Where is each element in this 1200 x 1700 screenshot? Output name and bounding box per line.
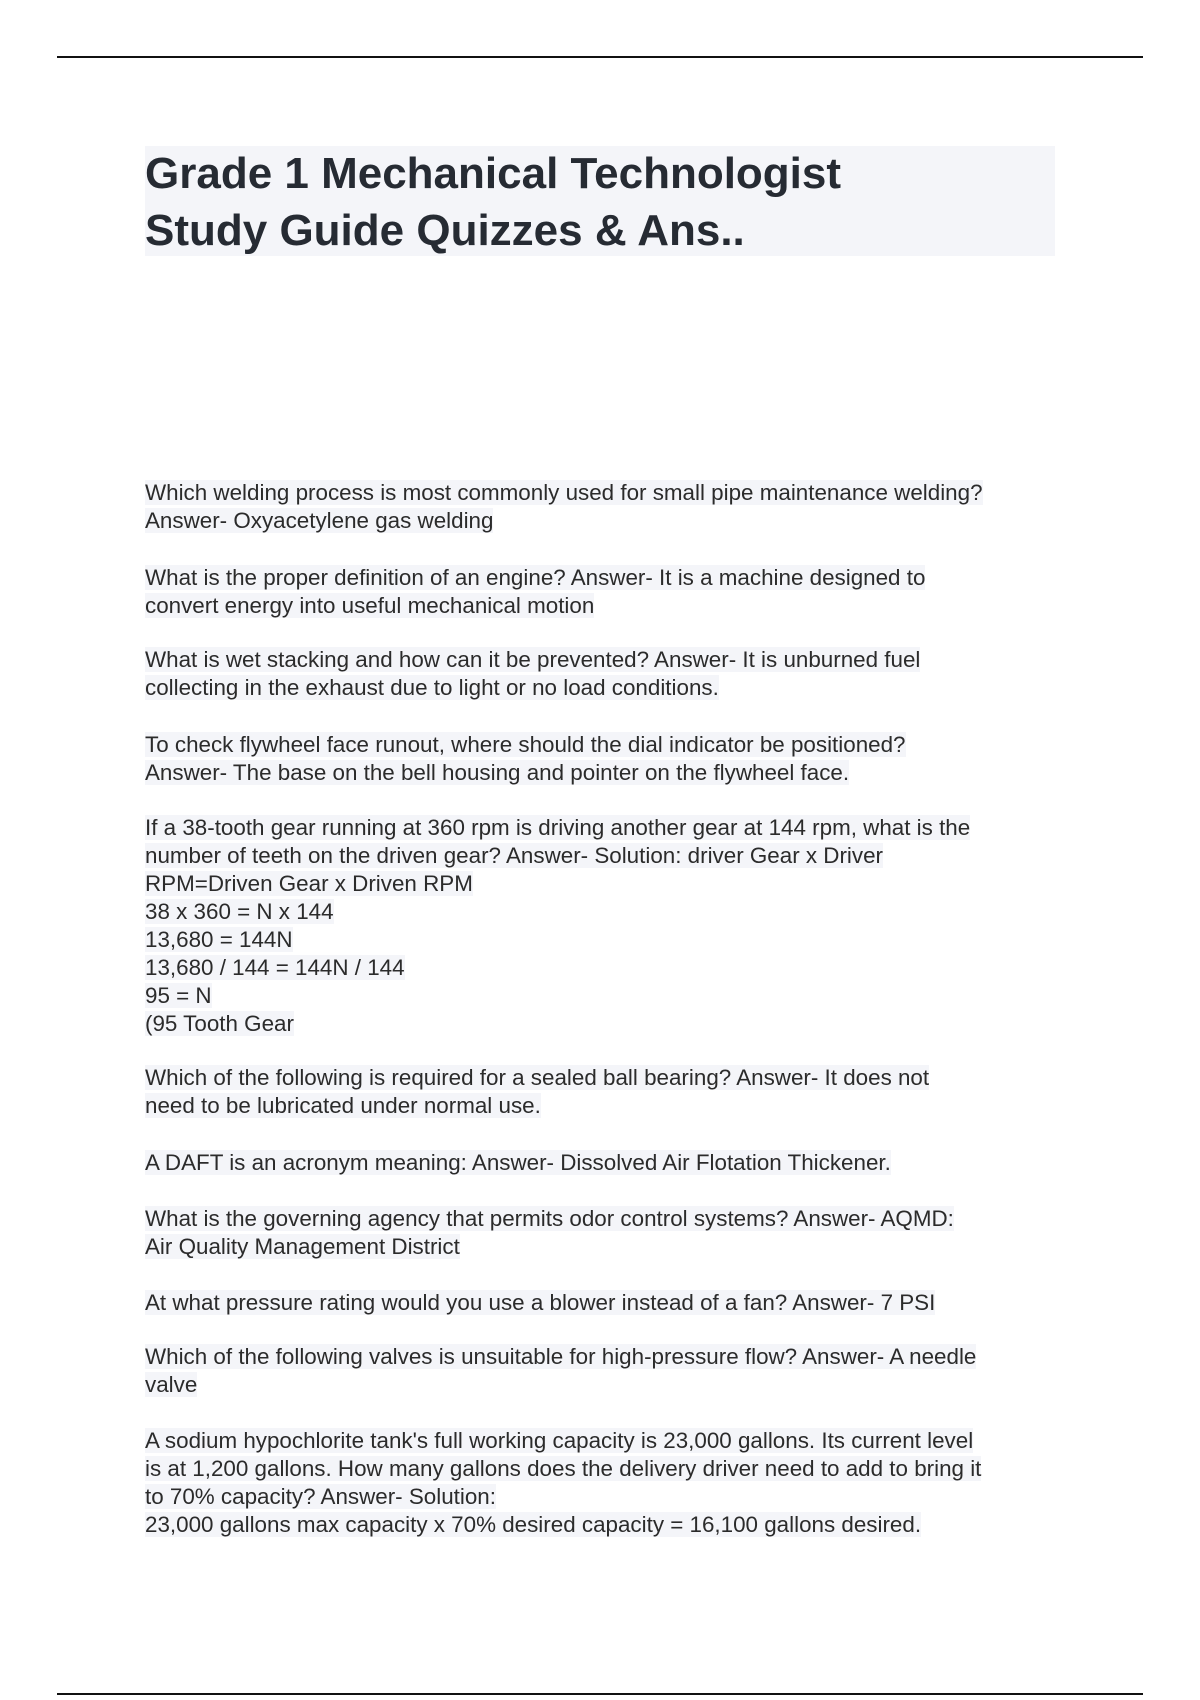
qa-item-8 xyxy=(145,1205,1065,1261)
qa-item-10 xyxy=(145,1343,1065,1399)
qa-line: Air Quality Management District xyxy=(145,1234,460,1259)
qa-line: convert energy into useful mechanical motion xyxy=(145,593,595,618)
qa-line: collecting in the exhaust due to light or no load conditions. xyxy=(145,675,719,700)
qa-line: Which welding process is most commonly used for small pipe maintenance welding? xyxy=(145,480,983,505)
qa-line: Which of the following is required for a sealed ball bearing? Answer- It does not xyxy=(145,1065,930,1090)
qa-line: Answer- The base on the bell housing and pointer on the flywheel face. xyxy=(145,760,850,785)
qa-line: At what pressure rating would you use a blower instead of a fan? Answer- 7 PSI xyxy=(145,1290,936,1315)
qa-item-9 xyxy=(145,1289,1065,1317)
qa-line: Answer- Oxyacetylene gas welding xyxy=(145,508,494,533)
qa-line: valve xyxy=(145,1372,198,1397)
page-title-line-1: Grade 1 Mechanical Technologist xyxy=(145,149,842,198)
qa-line: number of teeth on the driven gear? Answer- Solution: driver Gear x Driver xyxy=(145,843,884,868)
qa-line: Which of the following valves is unsuitable for high-pressure flow? Answer- A needle xyxy=(145,1344,977,1369)
title-block xyxy=(145,146,1055,256)
qa-item-1 xyxy=(145,479,1065,535)
qa-line: RPM=Driven Gear x Driven RPM xyxy=(145,871,473,896)
bottom-rule xyxy=(57,1693,1143,1695)
page-title-line-2: Study Guide Quizzes & Ans.. xyxy=(145,206,745,255)
qa-line: A sodium hypochlorite tank's full working capacity is 23,000 gallons. Its current level xyxy=(145,1428,974,1453)
qa-line: If a 38-tooth gear running at 360 rpm is driving another gear at 144 rpm, what is the xyxy=(145,815,971,840)
qa-line: To check flywheel face runout, where should the dial indicator be positioned? xyxy=(145,732,906,757)
qa-line: What is wet stacking and how can it be prevented? Answer- It is unburned fuel xyxy=(145,647,921,672)
top-rule xyxy=(57,56,1143,58)
qa-line: need to be lubricated under normal use. xyxy=(145,1093,541,1118)
qa-line: What is the proper definition of an engine? Answer- It is a machine designed to xyxy=(145,565,926,590)
qa-line: (95 Tooth Gear xyxy=(145,1011,294,1036)
qa-item-2 xyxy=(145,564,1065,620)
qa-item-11 xyxy=(145,1427,1065,1539)
qa-line: 23,000 gallons max capacity x 70% desired capacity = 16,100 gallons desired. xyxy=(145,1512,922,1537)
qa-line: 13,680 / 144 = 144N / 144 xyxy=(145,955,405,980)
qa-item-3 xyxy=(145,646,1065,702)
qa-line: What is the governing agency that permits odor control systems? Answer- AQMD: xyxy=(145,1206,954,1231)
qa-item-5 xyxy=(145,814,1065,1038)
qa-line: to 70% capacity? Answer- Solution: xyxy=(145,1484,496,1509)
qa-item-7 xyxy=(145,1149,1065,1177)
qa-line: is at 1,200 gallons. How many gallons does the delivery driver need to add to bring it xyxy=(145,1456,982,1481)
qa-line: 38 x 360 = N x 144 xyxy=(145,899,334,924)
qa-line: 13,680 = 144N xyxy=(145,927,293,952)
qa-item-4 xyxy=(145,731,1065,787)
qa-line: 95 = N xyxy=(145,983,212,1008)
qa-line: A DAFT is an acronym meaning: Answer- Dissolved Air Flotation Thickener. xyxy=(145,1150,891,1175)
qa-item-6 xyxy=(145,1064,1065,1120)
